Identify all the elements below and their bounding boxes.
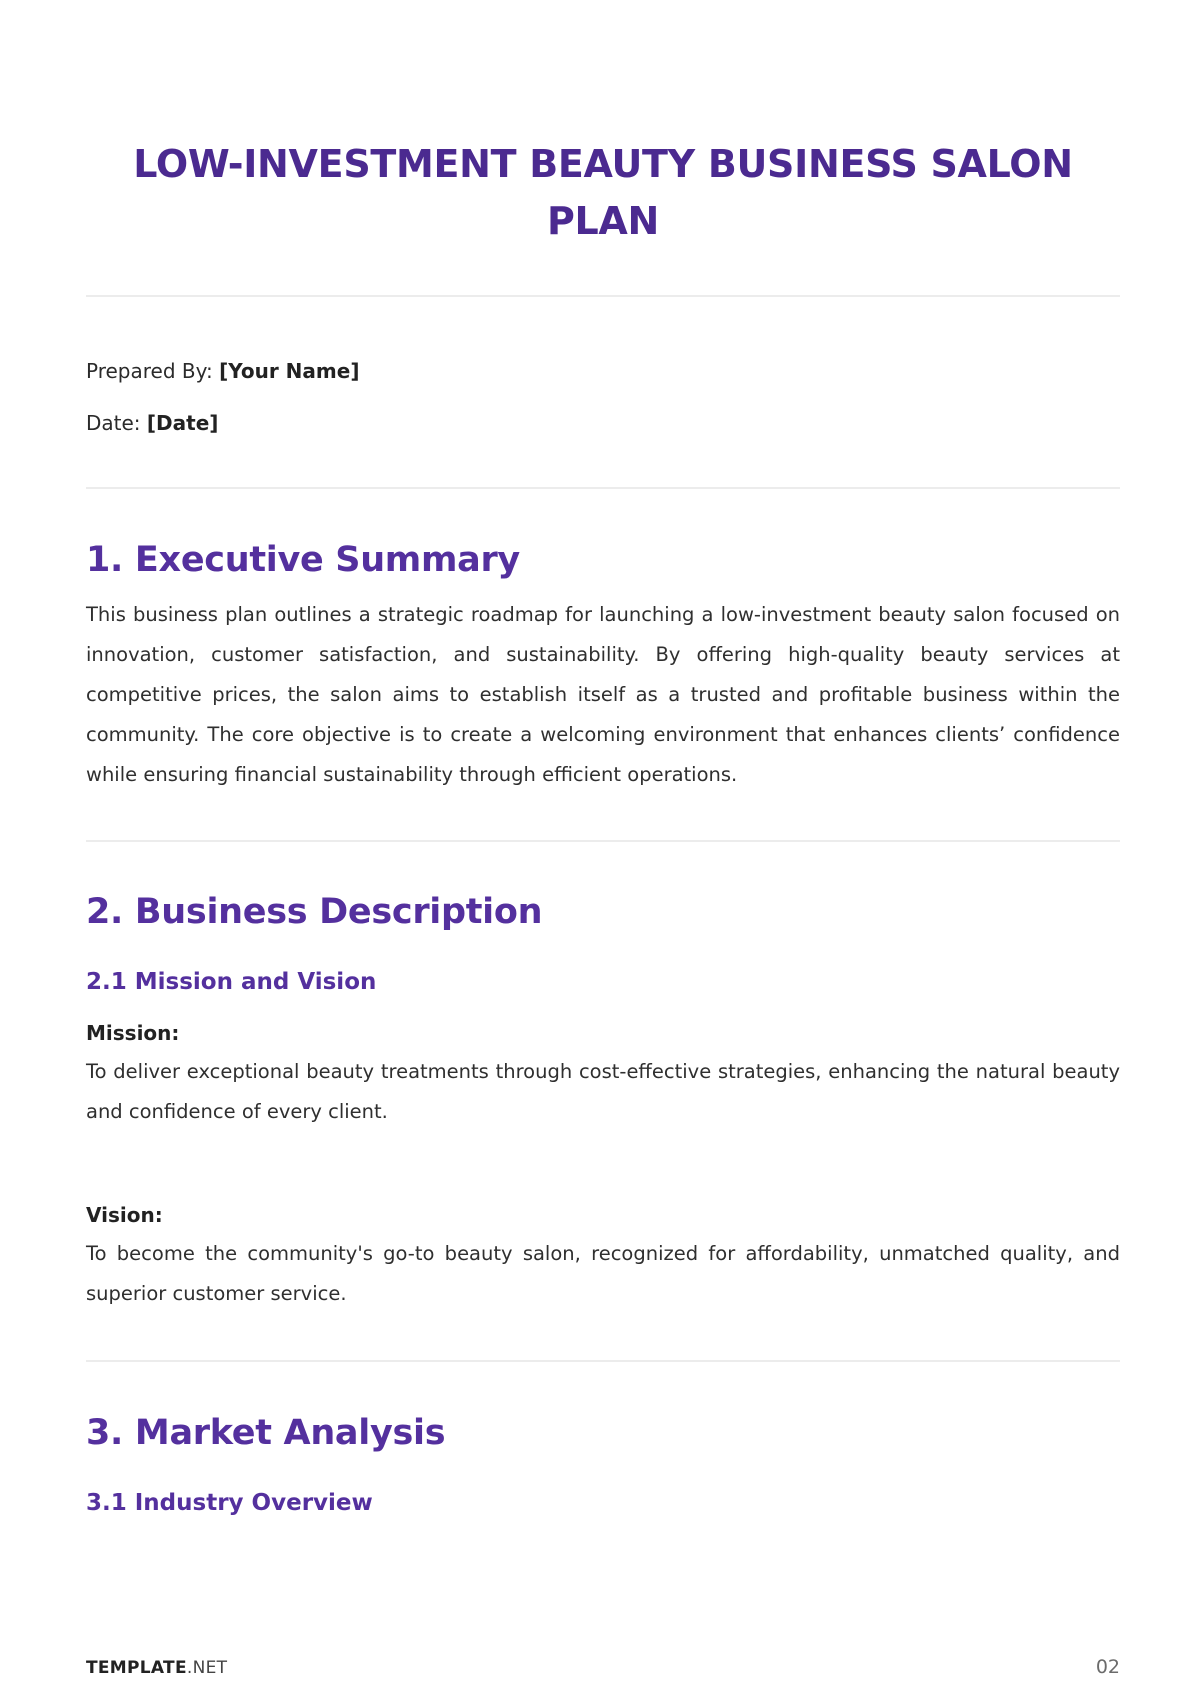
section-heading-executive-summary: 1. Executive Summary	[86, 540, 520, 580]
section-heading-market-analysis: 3. Market Analysis	[86, 1413, 446, 1453]
subheading-industry-overview: 3.1 Industry Overview	[86, 1490, 373, 1516]
brand-name: TEMPLATE	[86, 1658, 187, 1678]
page-number: 02	[1095, 1656, 1120, 1678]
mission-text: To deliver exceptional beauty treatments through cost-effective strategies, enhancing the natural beauty and confidence of every client.	[86, 1060, 1120, 1123]
vision-text: To become the community's go-to beauty salon, recognized for affordability, unmatched quality, and superior customer service.	[86, 1242, 1120, 1305]
subheading-mission-vision: 2.1 Mission and Vision	[86, 969, 377, 995]
prepared-by-line	[86, 358, 359, 384]
divider	[86, 487, 1120, 489]
section-heading-business-description: 2. Business Description	[86, 892, 543, 932]
footer-brand-logo	[86, 1657, 227, 1679]
date-label: Date:	[86, 411, 141, 435]
mission-label: Mission:	[86, 1021, 180, 1045]
prepared-by-label: Prepared By:	[86, 359, 213, 383]
prepared-by-value: [Your Name]	[219, 359, 360, 383]
document-title: LOW-INVESTMENT BEAUTY BUSINESS SALON PLAN	[133, 142, 1073, 243]
date-line	[86, 410, 218, 436]
divider	[86, 295, 1120, 297]
vision-label: Vision:	[86, 1203, 163, 1227]
executive-summary-text: This business plan outlines a strategic roadmap for launching a low-investment beauty salon focused on innovation, customer satisfaction, and sustainability. By offering high-quality beauty services at competitive prices, the salon aims to establish itself as a trusted and profitable business within the community. The core objective is to create a welcoming environment that enhances clients’ confidence while ensuring financial sustainability through efficient operations.	[86, 603, 1120, 786]
brand-suffix: .NET	[186, 1658, 228, 1678]
divider	[86, 840, 1120, 842]
divider	[86, 1360, 1120, 1362]
date-value: [Date]	[146, 411, 219, 435]
